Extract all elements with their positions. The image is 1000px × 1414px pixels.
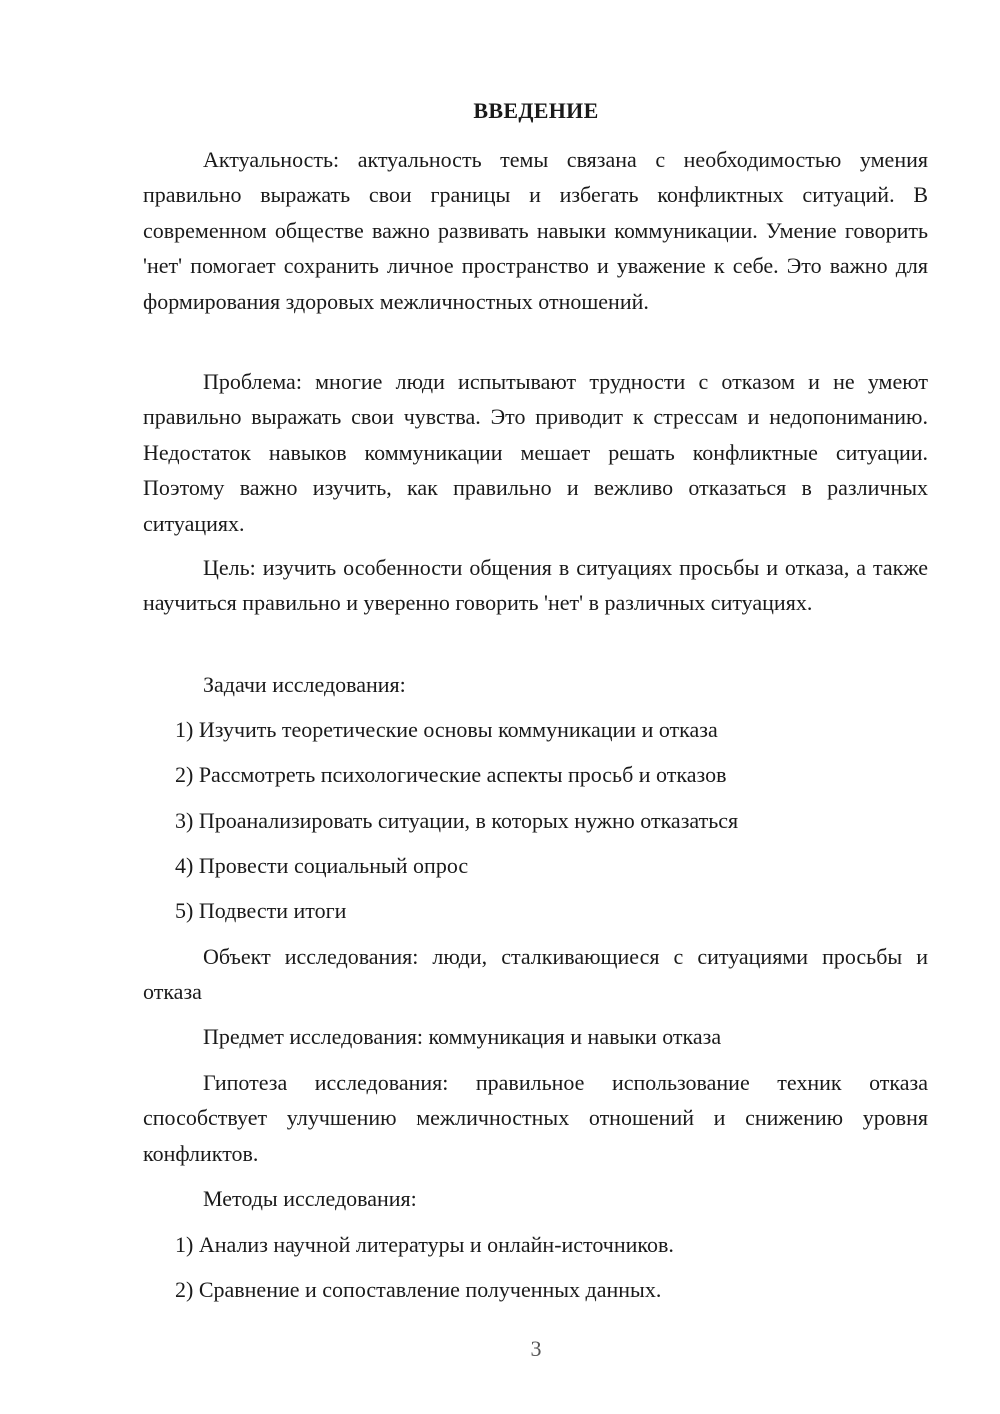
task-item: 2) Рассмотреть психологические аспекты просьб и отказов <box>175 762 727 787</box>
methods-list <box>143 1227 928 1262</box>
subject-paragraph: Предмет исследования: коммуникация и навыки отказа <box>203 1024 722 1049</box>
task-item: 5) Подвести итоги <box>175 898 347 923</box>
methods-label-block <box>143 1181 928 1216</box>
hypothesis-paragraph: Гипотеза исследования: правильное использование техник отказа способствует улучшению межличностных отношений и снижению уровня конфликтов. <box>143 1070 928 1166</box>
tasks-list <box>143 893 928 928</box>
relevance-block <box>143 142 928 319</box>
task-item: 1) Изучить теоретические основы коммуникации и отказа <box>175 717 718 742</box>
task-item: 4) Провести социальный опрос <box>175 853 469 878</box>
tasks-list <box>143 712 928 747</box>
goal-paragraph: Цель: изучить особенности общения в ситуациях просьбы и отказа, а также научиться правильно и уверенно говорить 'нет' в различных ситуациях. <box>143 555 928 616</box>
tasks-list <box>143 757 928 792</box>
section-heading: ВВЕДЕНИЕ <box>473 98 599 123</box>
object-block <box>143 939 928 1010</box>
method-item: 1) Анализ научной литературы и онлайн-источников. <box>175 1232 674 1257</box>
hypothesis-block <box>143 1065 928 1171</box>
goal-block <box>143 550 928 621</box>
methods-list <box>143 1272 928 1307</box>
tasks-label: Задачи исследования: <box>203 672 406 697</box>
method-item: 2) Сравнение и сопоставление полученных данных. <box>175 1277 662 1302</box>
object-paragraph: Объект исследования: люди, сталкивающиеся с ситуациями просьбы и отказа <box>143 944 928 1005</box>
tasks-list <box>143 803 928 838</box>
task-item: 3) Проанализировать ситуации, в которых нужно отказаться <box>175 808 739 833</box>
problem-block <box>143 364 928 541</box>
tasks-label-block <box>143 667 928 702</box>
problem-paragraph: Проблема: многие люди испытывают трудности с отказом и не умеют правильно выражать свои чувства. Это приводит к стрессам и недопониманию. Недостаток навыков коммуникации мешает решать конфликтные ситуации. Поэтому важно изучить, как правильно и вежливо отказаться в различных ситуациях. <box>143 369 928 536</box>
relevance-paragraph: Актуальность: актуальность темы связана с необходимостью умения правильно выражать свои границы и избегать конфликтных ситуаций. В современном обществе важно развивать навыки коммуникации. Умение говорить 'нет' помогает сохранить личное пространство и уважение к себе. Это важно для формирования здоровых межличностных отношений. <box>143 147 928 314</box>
methods-label: Методы исследования: <box>203 1186 417 1211</box>
subject-block <box>143 1019 928 1054</box>
tasks-list <box>143 848 928 883</box>
page-number: 3 <box>530 1336 542 1361</box>
